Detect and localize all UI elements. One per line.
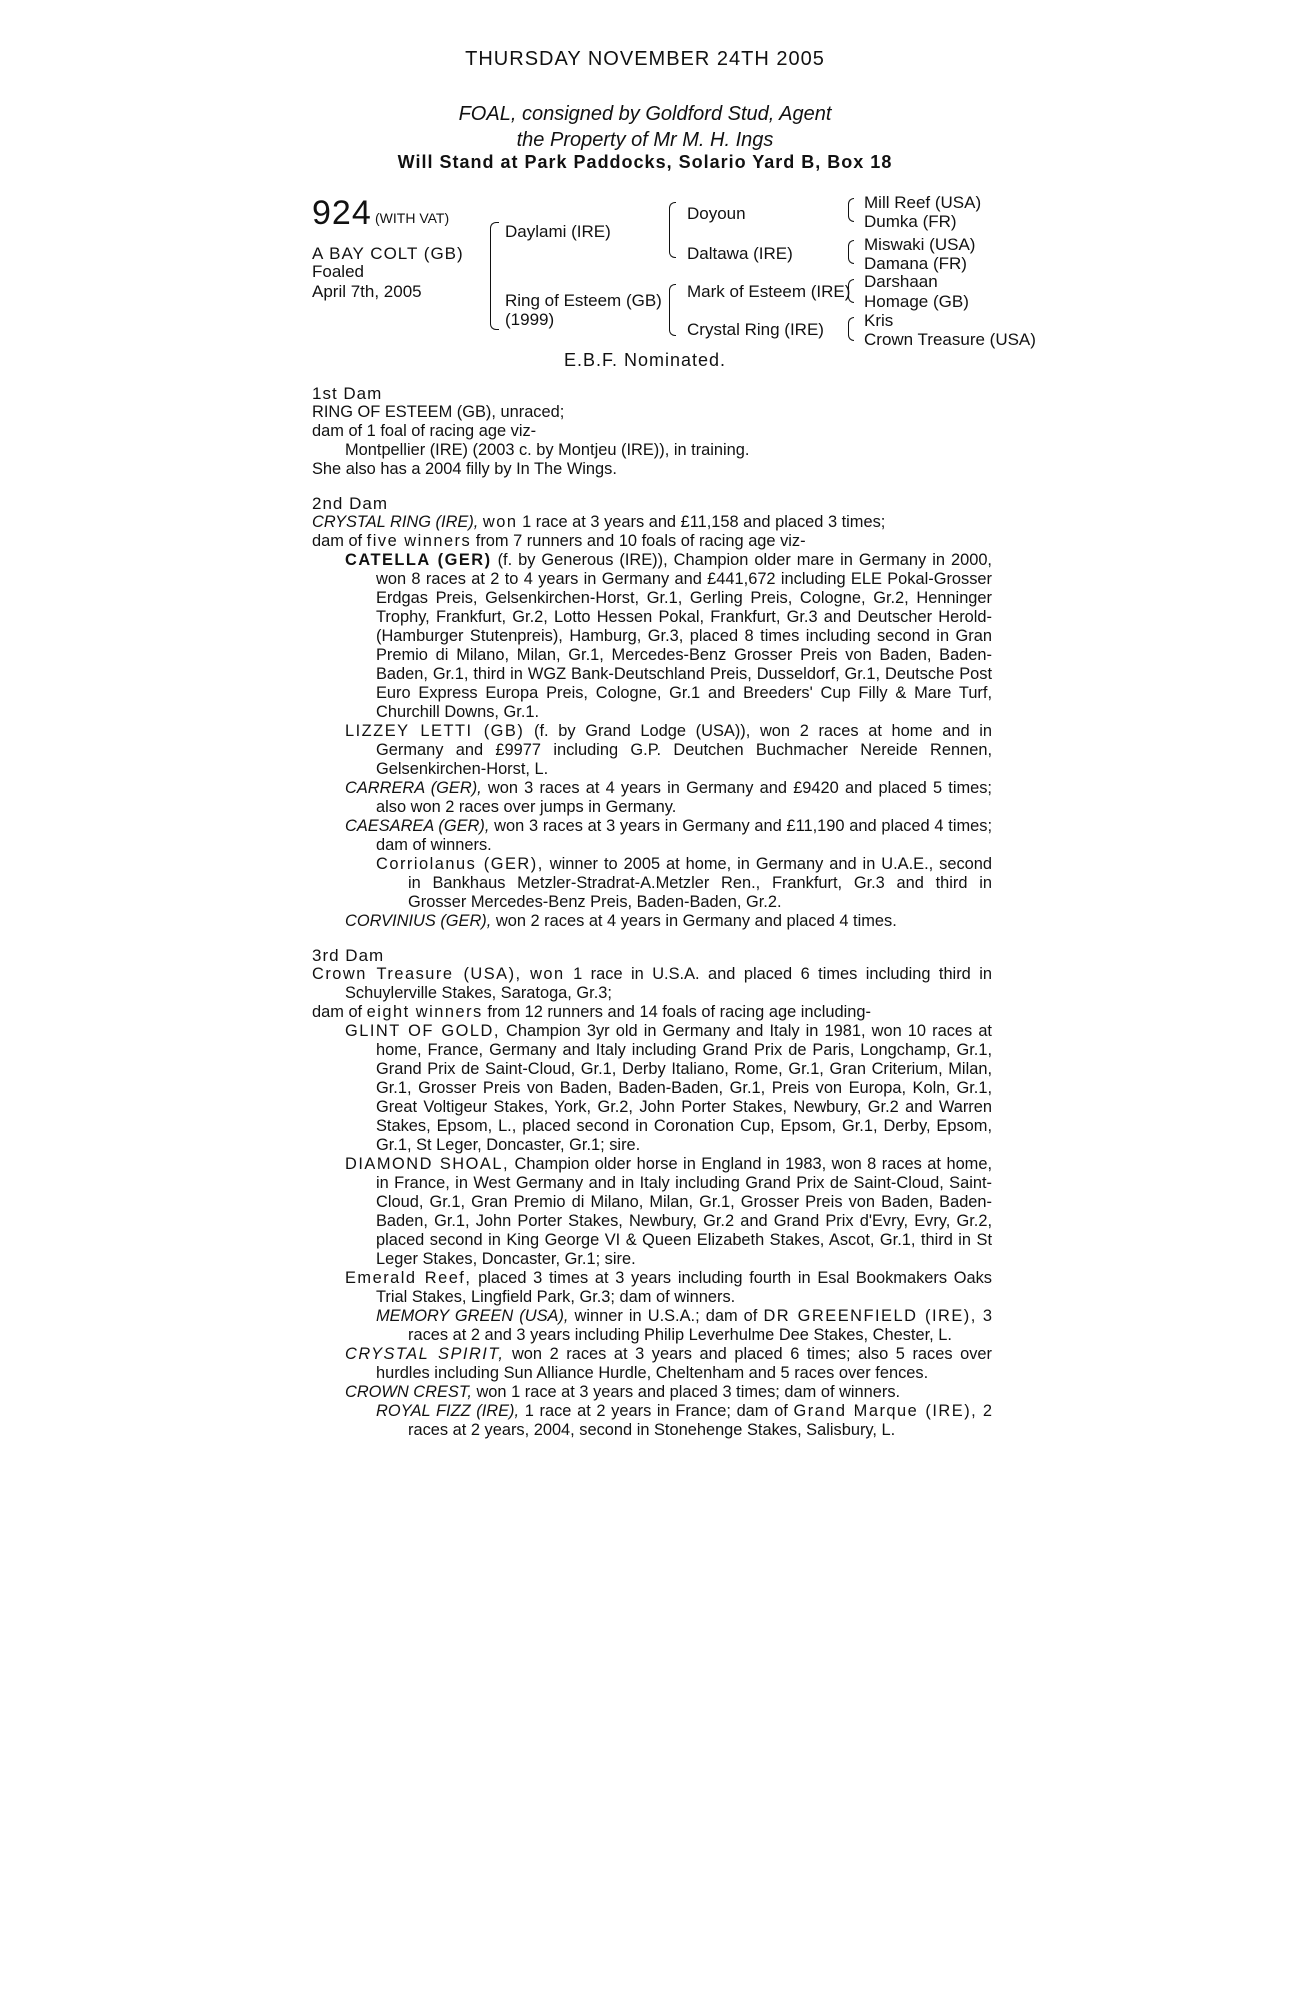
race-record: 3 races at 2 and 3 years including Philip Leverhulme Dee Stakes, Chester, L.: [408, 1307, 992, 1344]
pedigree-brace-dam: [669, 284, 676, 336]
horse-name: DR GREENFIELD (IRE),: [763, 1307, 977, 1325]
lot-number: 924: [312, 194, 372, 232]
text: from 7 runners and 10 foals of racing age viz-: [475, 532, 806, 550]
pedigree-brace-main: [490, 222, 499, 330]
race-record: (f. by Generous (IRE)), Champion older mare in Germany in 2000, won 8 races at 2 to 4 years in Germany and £441,672 including ELE Pokal-Grosser Erdgas Preis, Gelsenkirchen-Horst, Gr.1, Gerling Preis, Cologne, Gr.2, Henninger Trophy, Frankfurt, Gr.2, Lotto Hessen Pokal, Frankfurt, Gr.3 and Deutscher Herold-(Hamburger Stutenpreis), Hamburg, Gr.3, placed 8 times including second in Gran Premio di Milano, Milan, Gr.1, Mercedes-Benz Grosser Preis von Baden, Baden-Baden, Gr.1, third in WGZ Bank-Deutschland Preis, Dusseldorf, Gr.1, Deutsche Post Euro Express Europa Preis, Cologne, Gr.1 and Breeders' Cup Filly & Mare Turf, Churchill Downs, Gr.1.: [376, 551, 992, 721]
consignor-line-1: FOAL, consigned by Goldford Stud, Agent: [458, 103, 832, 125]
race-record: (f. by Grand Lodge (USA)), won 2 races at home and in Germany and £9977 including G.P. Deutchen Buchmacher Nereide Rennen, Gelsenkirchen-Horst, L.: [376, 722, 992, 778]
ebf-nomination: E.B.F. Nominated.: [563, 350, 727, 370]
vat-note: (WITH VAT): [375, 210, 450, 226]
lot-description: A BAY COLT (GB): [312, 244, 464, 263]
third-dam-intro: [312, 965, 992, 1003]
horse-name: MEMORY GREEN (USA),: [376, 1307, 569, 1325]
third-dam-produce-summary: [312, 1003, 992, 1022]
pedigree-brace-g12: [848, 198, 854, 222]
race-record: Champion older horse in England in 1983, won 8 races at home, in France, in West Germany and in Italy including Grand Prix de Saint-Cloud, Saint-Cloud, Gr.1, Gran Premio di Milano, Milan, Gr.1, Grosser Preis von Baden, Baden-Baden, Gr.1, John Porter Stakes, Newbury, Gr.2 and Grand Prix d'Evry, Evry, Gr.2, placed second in King George VI & Queen Elizabeth Stakes, Ascot, Gr.1, third in St Leger Stakes, Doncaster, Gr.1; sire.: [376, 1155, 993, 1268]
horse-name: LIZZEY LETTI (GB): [345, 722, 525, 740]
produce-entry: [312, 779, 992, 817]
horse-name: ROYAL FIZZ (IRE),: [376, 1402, 520, 1420]
third-dam-heading: 3rd Dam: [312, 946, 385, 965]
horse-name: CROWN CREST,: [345, 1383, 472, 1401]
pedigree-g6: Homage (GB): [864, 292, 969, 311]
produce-entry: [312, 551, 992, 722]
produce-entry: [312, 1307, 992, 1345]
won-text: won: [530, 965, 565, 983]
produce-entry: [312, 1383, 992, 1402]
race-record: won 1 race at 3 years and placed 3 times; dam of winners.: [476, 1383, 901, 1401]
race-record: winner in U.S.A.; dam of: [574, 1307, 758, 1325]
foaled-date: April 7th, 2005: [312, 282, 422, 301]
horse-name: CAESAREA (GER),: [345, 817, 490, 835]
pedigree-g2: Dumka (FR): [864, 212, 957, 231]
second-dam-intro: [312, 513, 992, 532]
pedigree-dam: Ring of Esteem (GB): [505, 291, 662, 310]
race-record: 2 races at 2 years, 2004, second in Stonehenge Stakes, Salisbury, L.: [408, 1402, 993, 1439]
horse-name: CORVINIUS (GER),: [345, 912, 492, 930]
produce-entry: [312, 912, 992, 931]
horse-name: CARRERA (GER),: [345, 779, 482, 797]
second-dam-produce-summary: [312, 532, 992, 551]
text: from 12 runners and 14 foals of racing age including-: [487, 1003, 871, 1021]
race-record: Champion 3yr old in Germany and Italy in 1981, won 10 races at home, France, Germany and Italy including Grand Prix de Paris, Longchamp, Gr.1, Grand Prix de Saint-Cloud, Gr.1, Derby Italiano, Rome, Gr.1, Gran Criterium, Milan, Gr.1, Grosser Preis von Baden, Baden-Baden, Gr.1, Preis von Europa, Koln, Gr.1, Great Voltigeur Stakes, York, Gr.2, John Porter Stakes, Newbury, Gr.2 and Warren Stakes, Epsom, L., placed second in Coronation Cup, Epsom, Gr.1, Derby, Epsom, Gr.1, St Leger, Doncaster, Gr.1; sire.: [376, 1022, 992, 1154]
pedigree-brace-g34: [848, 240, 854, 264]
stand-location: Will Stand at Park Paddocks, Solario Yard B, Box 18: [397, 152, 893, 172]
race-record: won 2 races at 4 years in Germany and placed 4 times.: [495, 912, 897, 930]
horse-name: CRYSTAL RING (IRE),: [312, 513, 479, 531]
pedigree-dam-sire: Mark of Esteem (IRE): [687, 282, 851, 301]
text: dam of: [312, 1003, 363, 1021]
pedigree-g8: Crown Treasure (USA): [864, 330, 1036, 349]
horse-name: GLINT OF GOLD,: [345, 1022, 500, 1040]
first-dam-produce: Montpellier (IRE) (2003 c. by Montjeu (IRE)), in training.: [345, 441, 750, 459]
race-record: 1 race in U.S.A. and placed 6 times including third in Schuylerville Stakes, Saratoga, Gr.3;: [345, 965, 992, 1002]
race-record: winner to 2005 at home, in Germany and in U.A.E., second in Bankhaus Metzler-Stradrat-A.Metzler Ren., Frankfurt, Gr.3 and third in Grosser Mercedes-Benz Preis, Baden-Baden, Gr.2.: [408, 855, 992, 911]
produce-entry: [312, 817, 992, 855]
pedigree-sire-dam: Daltawa (IRE): [687, 244, 793, 263]
first-dam-line: RING OF ESTEEM (GB), unraced;: [312, 403, 565, 421]
first-dam-line: dam of 1 foal of racing age viz-: [312, 422, 537, 440]
catalogue-body: [312, 384, 992, 1440]
pedigree-dam-dam: Crystal Ring (IRE): [687, 320, 824, 339]
pedigree-dam-year: (1999): [505, 310, 555, 329]
foaled-label: Foaled: [312, 262, 364, 281]
pedigree-sire: Daylami (IRE): [505, 222, 611, 241]
produce-entry: [312, 1155, 992, 1269]
produce-entry: [312, 1269, 992, 1307]
race-record: 1 race at 2 years in France; dam of: [524, 1402, 788, 1420]
pedigree-brace-g78: [848, 317, 854, 341]
second-dam-heading: 2nd Dam: [312, 494, 388, 513]
produce-entry: [312, 1022, 992, 1155]
text: dam of: [312, 532, 363, 550]
pedigree-g4: Damana (FR): [864, 254, 967, 273]
race-record: 1 race at 3 years and £11,158 and placed 3 times;: [522, 513, 886, 531]
won-text: won: [482, 513, 518, 531]
pedigree-sire-sire: Doyoun: [687, 204, 746, 223]
winners-count: eight winners: [366, 1003, 483, 1021]
produce-entry: [312, 1345, 992, 1383]
produce-entry: [312, 855, 992, 912]
horse-name: CRYSTAL SPIRIT,: [345, 1345, 505, 1363]
horse-name: DIAMOND SHOAL,: [345, 1155, 509, 1173]
race-record: placed 3 times at 3 years including fourth in Esal Bookmakers Oaks Trial Stakes, Lingfield Park, Gr.3; dam of winners.: [376, 1269, 992, 1306]
pedigree-g3: Miswaki (USA): [864, 235, 976, 254]
consignor-line-2: the Property of Mr M. H. Ings: [516, 129, 774, 151]
horse-name: Crown Treasure (USA),: [312, 965, 522, 983]
race-record: won 2 races at 3 years and placed 6 times; also 5 races over hurdles including Sun Alliance Hurdle, Cheltenham and 5 races over fences.: [376, 1345, 992, 1382]
pedigree-g7: Kris: [864, 311, 894, 330]
winners-count: five winners: [366, 532, 472, 550]
horse-name: Emerald Reef,: [345, 1269, 472, 1287]
pedigree-brace-sire: [669, 202, 676, 258]
pedigree-g1: Mill Reef (USA): [864, 193, 982, 212]
horse-name: Grand Marque (IRE),: [793, 1402, 978, 1420]
race-record: won 3 races at 3 years in Germany and £11,190 and placed 4 times; dam of winners.: [376, 817, 992, 854]
race-record: won 3 races at 4 years in Germany and £9420 and placed 5 times; also won 2 races over jumps in Germany.: [376, 779, 992, 816]
first-dam-heading: 1st Dam: [312, 384, 383, 403]
produce-entry: [312, 1402, 992, 1440]
first-dam-line: She also has a 2004 filly by In The Wings.: [312, 460, 617, 478]
horse-name: Corriolanus (GER),: [376, 855, 544, 873]
horse-name: CATELLA (GER): [345, 551, 492, 569]
pedigree-g5: Darshaan: [864, 272, 938, 291]
produce-entry: [312, 722, 992, 779]
sale-date: THURSDAY NOVEMBER 24TH 2005: [465, 48, 825, 70]
